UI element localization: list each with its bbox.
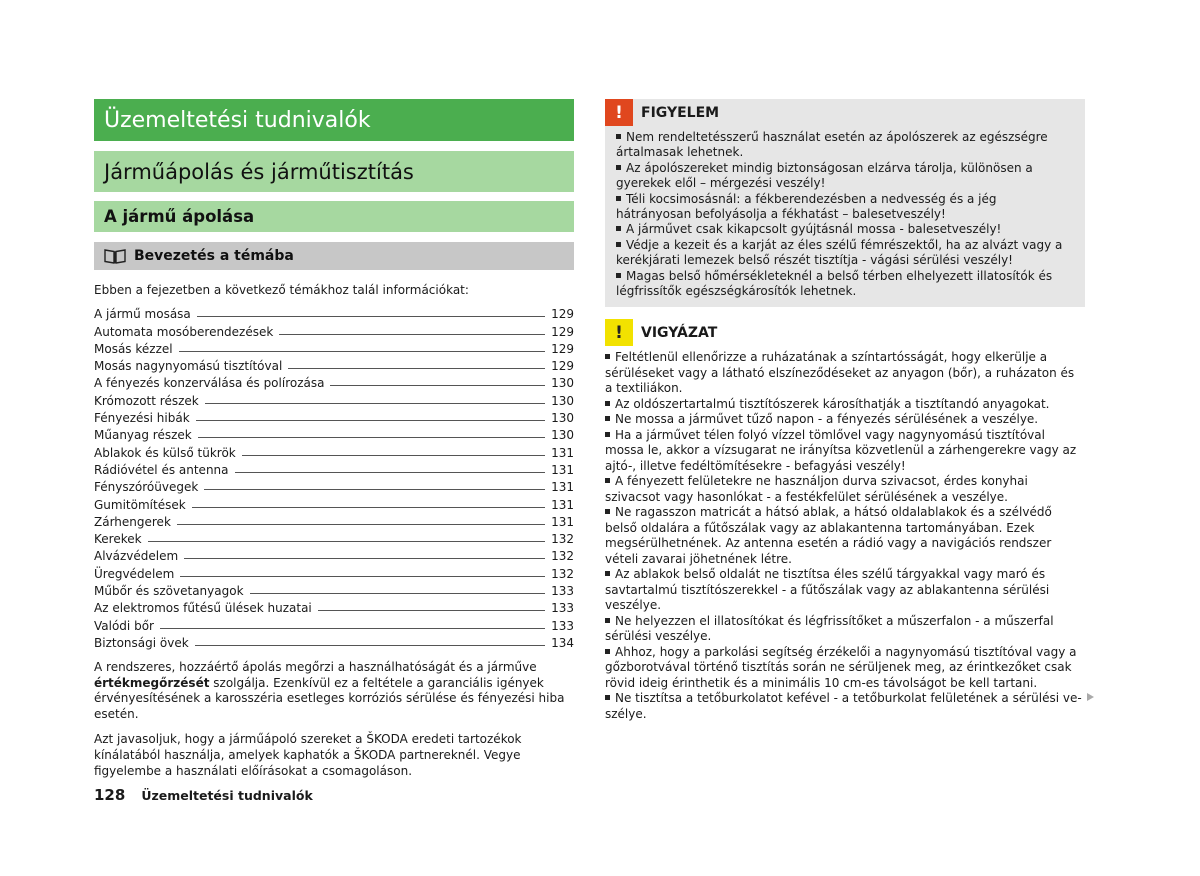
toc-page-number: 134 (551, 635, 574, 650)
toc-leader-line (160, 628, 545, 629)
toc-page-number: 131 (551, 445, 574, 460)
toc-row[interactable] (94, 339, 574, 356)
list-item-text: Ne tisztítsa a tetőburkolatot kefével - a tetőburkolat felületének a sérülési veszélye. (605, 691, 1082, 721)
list-item-text: Ha a járművet télen folyó vízzel tömlővel vagy nagynyomású tisztítóval mossa le, akkor a vízsugarat ne irányítsa közvetlenül a zárhengerekre vagy az ajtó-, illetve fedéltömítésekre - befagyási veszély! (605, 427, 1077, 473)
toc-title: Műanyag részek (94, 428, 192, 443)
toc-leader-line (279, 334, 545, 335)
toc-title: Gumitömítések (94, 497, 186, 512)
toc-leader-line (250, 593, 546, 594)
warning-box (605, 99, 1085, 307)
toc-leader-line (184, 558, 545, 559)
book-icon (104, 248, 126, 264)
list-item (616, 130, 1075, 161)
bullet-square-icon (616, 165, 621, 170)
caution-title: VIGYÁZAT (641, 324, 718, 341)
toc-leader-line (242, 455, 545, 456)
toc-title: A fényezés konzerválása és polírozása (94, 376, 325, 391)
toc-leader-line (148, 541, 546, 542)
list-item (605, 412, 1085, 428)
toc-title: Mosás nagynyomású tisztítóval (94, 359, 283, 374)
toc-row[interactable] (94, 390, 574, 407)
toc-row[interactable] (94, 373, 574, 390)
toc-page-number: 131 (551, 514, 574, 529)
list-item (616, 269, 1075, 300)
list-item (605, 397, 1085, 413)
toc-leader-line (196, 420, 545, 421)
toc-row[interactable] (94, 460, 574, 477)
toc-leader-line (205, 403, 545, 404)
warning-title: FIGYELEM (641, 104, 720, 121)
bullet-square-icon (616, 226, 621, 231)
list-item-text: Az ápolószereket mindig biztonságosan elzárva tárolja, különösen a gyerekek elől – mérgezési veszély! (616, 160, 1033, 191)
toc-leader-line (197, 316, 545, 317)
bullet-square-icon (616, 273, 621, 278)
intro-text: Ebben a fejezetben a következő témákhoz talál információkat: (94, 283, 469, 297)
toc-title: Alvázvédelem (94, 549, 179, 564)
subsection-title: A jármű ápolása (94, 201, 574, 232)
toc-title: Az elektromos fűtésű ülések huzatai (94, 601, 312, 616)
list-item (605, 645, 1085, 692)
caution-box (605, 319, 1085, 722)
list-item (605, 505, 1085, 567)
bullet-square-icon (605, 432, 610, 437)
toc-title: Rádióvétel és antenna (94, 462, 229, 477)
warning-header (605, 99, 1085, 126)
warning-list (605, 126, 1085, 299)
caution-list (605, 346, 1085, 722)
toc-leader-line (177, 524, 545, 525)
left-column (94, 99, 574, 779)
list-item (605, 567, 1085, 614)
toc-page-number: 130 (551, 428, 574, 443)
toc-page-number: 132 (551, 566, 574, 581)
toc-row[interactable] (94, 512, 574, 529)
page-footer (94, 786, 313, 804)
bullet-square-icon (605, 478, 610, 483)
toc-leader-line (195, 645, 545, 646)
toc-page-number: 130 (551, 376, 574, 391)
toc-row[interactable] (94, 321, 574, 338)
toc-leader-line (179, 351, 546, 352)
toc-row[interactable] (94, 408, 574, 425)
list-item-text: A járművet csak kikapcsolt gyújtásnál mossa - balesetveszély! (626, 222, 1002, 237)
bullet-square-icon (605, 649, 610, 654)
list-item-text: Az ablakok belső oldalát ne tisztítsa éles szélű tárgyakkal vagy maró és savtartalmú tisztítószerekkel - a fűtőszálak vagy az ablakantenna sérülési veszélye. (605, 567, 1050, 613)
paragraph-recommendation: Azt javasoljuk, hogy a járműápoló szereket a ŠKODA eredeti tartozékok kínálatából használja, amelyek kaphatók a ŠKODA partnereknél. Vegye figyelembe a használati előírásokat a csomagoláson. (94, 732, 522, 778)
toc-page-number: 132 (551, 549, 574, 564)
toc-row[interactable] (94, 529, 574, 546)
paragraph-care (94, 660, 574, 722)
toc-page-number: 133 (551, 601, 574, 616)
bullet-square-icon (605, 401, 610, 406)
bullet-square-icon (605, 618, 610, 623)
caution-icon: ! (605, 319, 633, 346)
toc-row[interactable] (94, 442, 574, 459)
toc-row[interactable] (94, 425, 574, 442)
toc-leader-line (192, 507, 545, 508)
toc-row[interactable] (94, 563, 574, 580)
bullet-square-icon (605, 695, 610, 700)
list-item-text: Téli kocsimosásnál: a fékberendezésben a nedvesség és a jég hátrányosan befolyásolja a fékhatást – balesetveszély! (616, 191, 997, 222)
list-item (616, 192, 1075, 223)
caution-header (605, 319, 1085, 346)
toc-row[interactable] (94, 633, 574, 650)
toc-page-number: 129 (551, 307, 574, 322)
toc-title: Automata mosóberendezések (94, 324, 274, 339)
right-column (605, 99, 1085, 722)
toc-row[interactable] (94, 477, 574, 494)
list-item-text: Magas belső hőmérsékleteknél a belső térben elhelyezett illatosítók és légfrissítők egészségkárosítók lehetnek. (616, 268, 1053, 299)
paragraph-care-text: A rendszeres, hozzáértő ápolás megőrzi a használhatóságát és a járműve (94, 659, 537, 674)
list-item (605, 614, 1085, 645)
page-number: 128 (94, 786, 126, 804)
toc-title: Krómozott részek (94, 393, 199, 408)
list-item (605, 428, 1085, 475)
bullet-square-icon (605, 416, 610, 421)
list-item (605, 474, 1085, 505)
list-item (616, 238, 1075, 269)
toc-leader-line (198, 437, 545, 438)
list-item (605, 691, 1085, 722)
toc-row[interactable] (94, 356, 574, 373)
toc-row[interactable] (94, 546, 574, 563)
toc-title: Műbőr és szövetanyagok (94, 584, 244, 599)
toc-title: Kerekek (94, 532, 142, 547)
toc-page-number: 133 (551, 584, 574, 599)
toc-title: A jármű mosása (94, 307, 191, 322)
toc-leader-line (180, 576, 545, 577)
toc-page-number: 130 (551, 393, 574, 408)
toc-title: Fényszóróüvegek (94, 480, 199, 495)
list-item-text: Ne ragasszon matricát a hátsó ablak, a hátsó oldalablakok és a szélvédő belső oldalára a fűtőszálak vagy az ablakantenna tartományában. Ezek megsérülhetnének. Az antenna esetén a rádió vagy a navigációs rendszer vételi zavarai jöhetnének létre. (605, 505, 1052, 566)
toc-page-number: 131 (551, 480, 574, 495)
toc-title: Zárhengerek (94, 514, 171, 529)
paragraph-care-text-end: szolgálja. Ezenkívül ez a feltétele a garanciális igények érvényesítésének a karosszéria esetleges korróziós sérülése és fényezési hiba esetén. (94, 675, 565, 721)
toc-row[interactable] (94, 598, 574, 615)
bullet-square-icon (616, 196, 621, 201)
footer-section: Üzemeltetési tudnivalók (141, 788, 313, 803)
toc-page-number: 131 (551, 462, 574, 477)
table-of-contents (94, 304, 574, 650)
paragraph-care-bold: értékmegőrzését (94, 675, 210, 690)
list-item (616, 161, 1075, 192)
toc-page-number: 129 (551, 359, 574, 374)
toc-title: Mosás kézzel (94, 341, 173, 356)
toc-leader-line (235, 472, 546, 473)
next-page-arrow-icon (1087, 693, 1094, 701)
toc-title: Biztonsági övek (94, 635, 189, 650)
toc-page-number: 129 (551, 324, 574, 339)
toc-title: Üregvédelem (94, 566, 175, 581)
toc-leader-line (204, 489, 545, 490)
list-item-text: Az oldószertartalmú tisztítószerek károsíthatják a tisztítandó anyagokat. (615, 396, 1050, 411)
toc-page-number: 129 (551, 341, 574, 356)
bullet-square-icon (616, 134, 621, 139)
toc-leader-line (288, 368, 545, 369)
toc-leader-line (330, 385, 545, 386)
toc-page-number: 133 (551, 618, 574, 633)
toc-page-number: 132 (551, 532, 574, 547)
toc-leader-line (318, 610, 545, 611)
bullet-square-icon (605, 509, 610, 514)
bullet-square-icon (616, 242, 621, 247)
section-title: Járműápolás és járműtisztítás (94, 151, 574, 192)
list-item-text: Ne helyezzen el illatosítókat és légfrissítőket a műszerfalon - a műszerfal sérülési veszélye. (605, 613, 1054, 644)
toc-row[interactable] (94, 581, 574, 598)
toc-row[interactable] (94, 494, 574, 511)
list-item-text: Ne mossa a járművet tűző napon - a fényezés sérülésének a veszélye. (615, 412, 1039, 427)
toc-page-number: 131 (551, 497, 574, 512)
toc-row[interactable] (94, 615, 574, 632)
toc-title: Valódi bőr (94, 618, 154, 633)
intro-heading-label: Bevezetés a témába (134, 248, 294, 264)
intro-heading (94, 242, 574, 270)
toc-row[interactable] (94, 304, 574, 321)
list-item-text: Nem rendeltetésszerű használat esetén az ápolószerek az egészségre ártalmasak lehetnek. (616, 130, 1048, 160)
list-item-text: A fényezett felületekre ne használjon durva szivacsot, érdes konyhai szivacsot vagy hasonlókat - a festékfelület sérülésének a veszélye. (605, 474, 1028, 504)
chapter-title: Üzemeltetési tudnivalók (94, 99, 574, 141)
list-item-text: Feltétlenül ellenőrizze a ruházatának a színtartósságát, hogy elkerülje a sérüléseket vagy a látható elszíneződéseket az anyagon (bőr), a ruházaton és a textiliákon. (605, 350, 1075, 396)
list-item-text: Ahhoz, hogy a parkolási segítség érzékelői a nagynyomású tisztítóval vagy a gőzborotvával történő tisztítás során ne sérüljenek meg, az érintkezőket csak rövid ideig érinthetik és a minimális 10 cm-es távolságot be kell tartani. (605, 644, 1077, 690)
list-item (605, 350, 1085, 397)
list-item (616, 222, 1075, 237)
bullet-square-icon (605, 571, 610, 576)
bullet-square-icon (605, 354, 610, 359)
toc-title: Fényezési hibák (94, 411, 190, 426)
toc-page-number: 130 (551, 411, 574, 426)
toc-title: Ablakok és külső tükrök (94, 445, 236, 460)
list-item-text: Védje a kezeit és a karját az éles szélű fémrészektől, ha az alvázt vagy a kerékjárati lemezek belső részét tisztítja - vágási sérülési veszély! (616, 237, 1063, 268)
warning-icon: ! (605, 99, 633, 126)
